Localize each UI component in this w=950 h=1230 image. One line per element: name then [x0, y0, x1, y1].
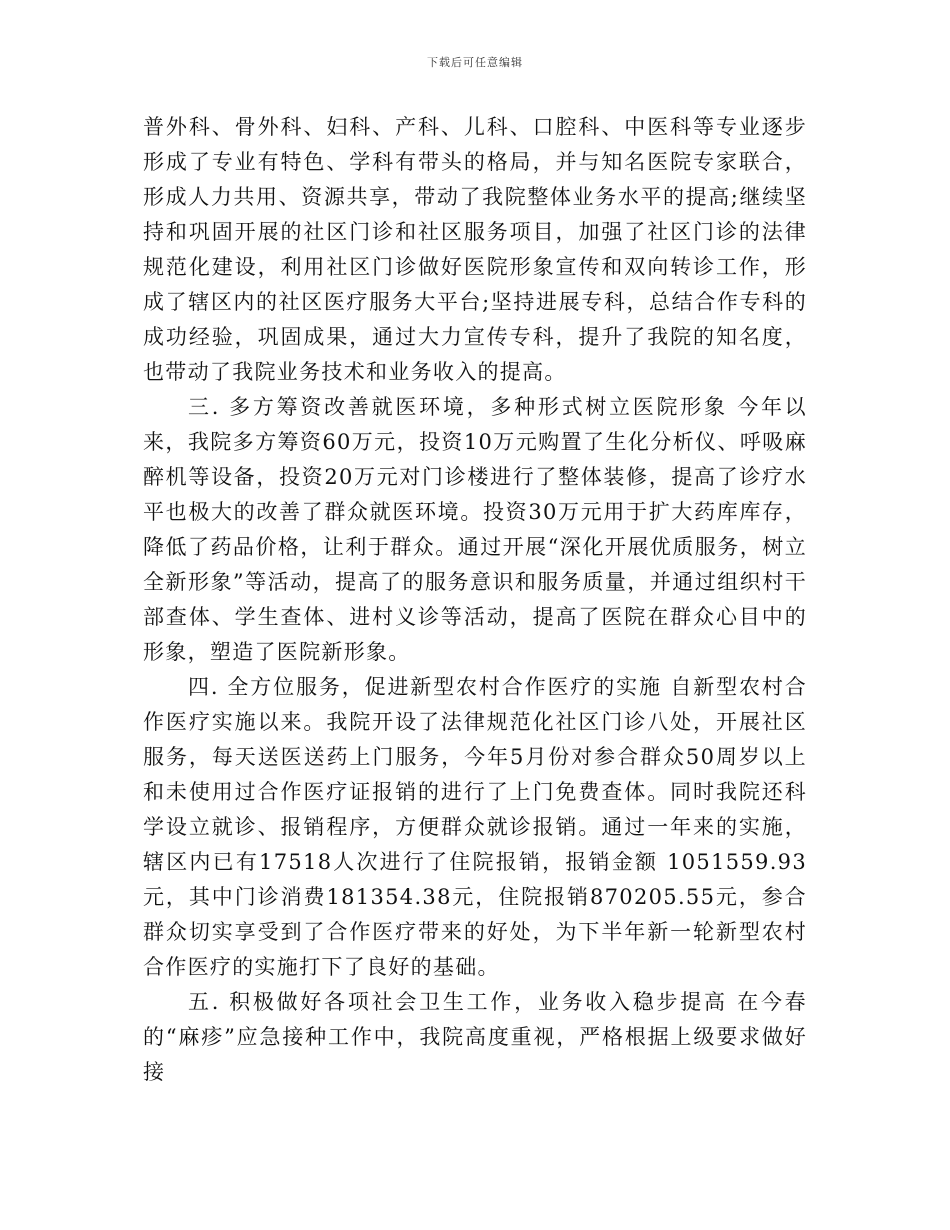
page-header: 下载后可任意编辑 [427, 56, 523, 69]
paragraph-section-four: 四. 全方位服务，促进新型农村合作医疗的实施 自新型农村合作医疗实施以来。我院开设了法律规范化社区门诊八处，开展社区服务，每天送医送药上门服务，今年5月份对参合群众50周岁以上和未使用过合作医疗证报销的进行了上门免费查体。同时我院还科学设立就诊、报销程序，方便群众就诊报销。通过一年来的实施，辖区内已有17518人次进行了住院报销，报销金额 1051559.93元，其中门诊消费181354.38元，住院报销870205.55元，参合群众切实享受到了合作医疗带来的好处，为下半年新一轮新型农村合作医疗的实施打下了良好的基础。 [143, 675, 807, 979]
paragraph-section-five: 五. 积极做好各项社会卫生工作，业务收入稳步提高 在今春的“麻疹”应急接种工作中，我院高度重视，严格根据上级要求做好接 [143, 990, 807, 1084]
document-body [143, 110, 807, 1090]
paragraph-specialties: 普外科、骨外科、妇科、产科、儿科、口腔科、中医科等专业逐步形成了专业有特色、学科有带头的格局，并与知名医院专家联合，形成人力共用、资源共享，带动了我院整体业务水平的提高;继续坚持和巩固开展的社区门诊和社区服务项目，加强了社区门诊的法律规范化建设，利用社区门诊做好医院形象宣传和双向转诊工作，形成了辖区内的社区医疗服务大平台;坚持进展专科，总结合作专科的成功经验，巩固成果，通过大力宣传专科，提升了我院的知名度，也带动了我院业务技术和业务收入的提高。 [143, 115, 807, 384]
paragraph-section-three: 三. 多方筹资改善就医环境，多种形式树立医院形象 今年以来，我院多方筹资60万元，投资10万元购置了生化分析仪、呼吸麻醉机等设备，投资20万元对门诊楼进行了整体装修，提高了诊疗水平也极大的改善了群众就医环境。投资30万元用于扩大药库库存，降低了药品价格，让利于群众。通过开展“深化开展优质服务，树立全新形象”等活动，提高了的服务意识和服务质量，并通过组织村干部查体、学生查体、进村义诊等活动，提高了医院在群众心目中的形象，塑造了医院新形象。 [143, 395, 807, 664]
